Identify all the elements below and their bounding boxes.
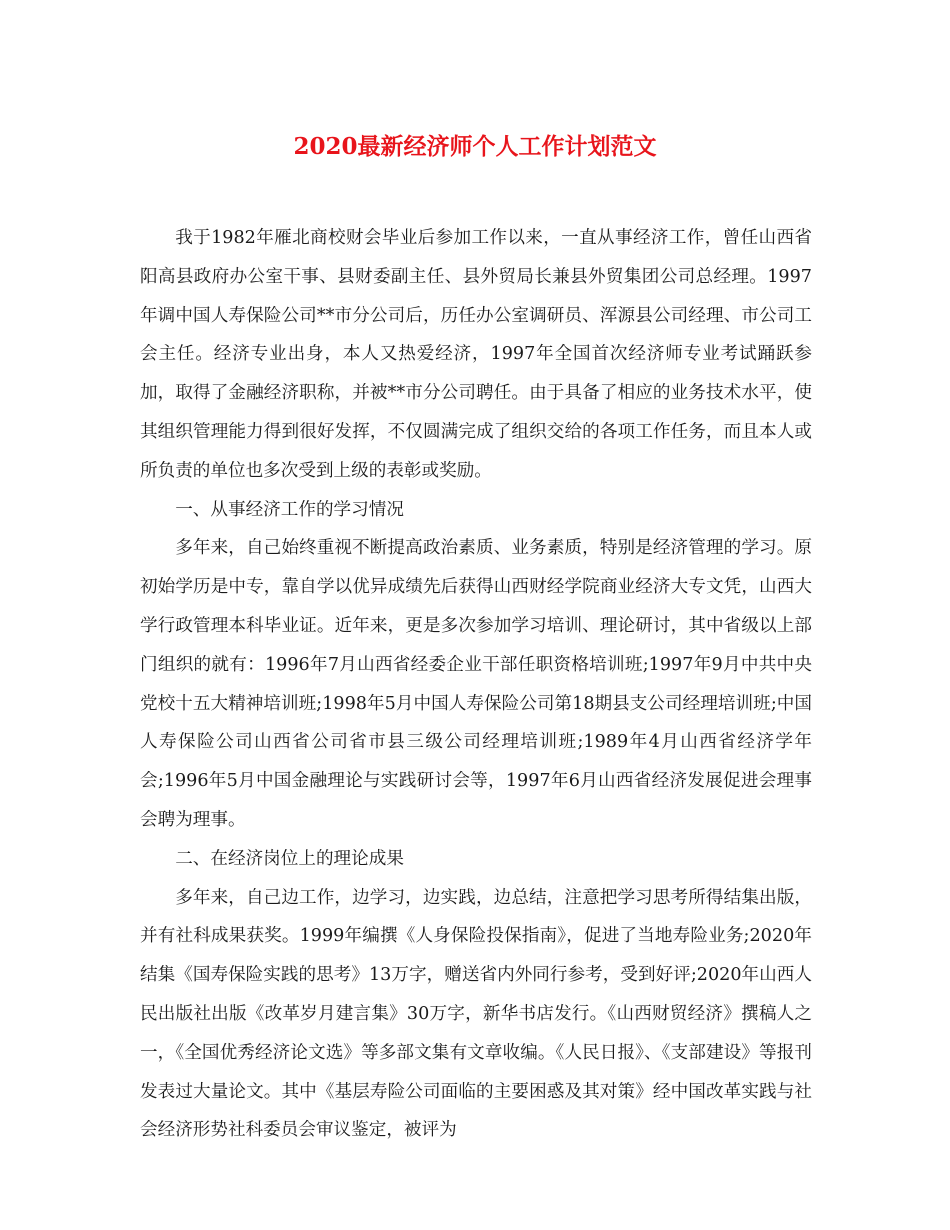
- section-heading-2: 二、在经济岗位上的理论成果: [175, 848, 404, 869]
- document-body: [140, 219, 812, 1150]
- paragraph-achievements: 多年来，自己边工作，边学习，边实践，边总结，注意把学习思考所得结集出版，并有社科成果获奖。1999年编撰《人身保险投保指南》，促进了当地寿险业务;2020年结集《国寿保险实践的思考》13万字，赠送省内外同行参考，受到好评;2020年山西人民出版社出版《改革岁月建言集》30万字，新华书店发行。《山西财贸经济》撰稿人之一，《全国优秀经济论文选》等多部文集有文章收编。《人民日报》、《支部建设》等报刊发表过大量论文。其中《基层寿险公司面临的主要困惑及其对策》经中国改革实践与社会经济形势社科委员会审议鉴定，被评为: [140, 887, 812, 1141]
- paragraph-intro: 我于1982年雁北商校财会毕业后参加工作以来，一直从事经济工作，曾任山西省阳高县政府办公室干事、县财委副主任、县外贸局长兼县外贸集团公司总经理。1997年调中国人寿保险公司**市分公司后，历任办公室调研员、浑源县公司经理、市公司工会主任。经济专业出身，本人又热爱经济，1997年全国首次经济师专业考试踊跃参加，取得了金融经济职称，并被**市分公司聘任。由于具备了相应的业务技术水平，使其组织管理能力得到很好发挥，不仅圆满完成了组织交给的各项工作任务，而且本人或所负责的单位也多次受到上级的表彰或奖励。: [140, 228, 812, 481]
- document-title: 2020最新经济师个人工作计划范文: [293, 133, 657, 160]
- paragraph-study: 多年来，自己始终重视不断提高政治素质、业务素质，特别是经济管理的学习。原初始学历是中专，靠自学以优异成绩先后获得山西财经学院商业经济大专文凭，山西大学行政管理本科毕业证。近年来，更是多次参加学习培训、理论研讨，其中省级以上部门组织的就有：1996年7月山西省经委企业干部任职资格培训班;1997年9月中共中央党校十五大精神培训班;1998年5月中国人寿保险公司第18期县支公司经理培训班;中国人寿保险公司山西省公司省市县三级公司经理培训班;1989年4月山西省经济学年会;1996年5月中国金融理论与实践研讨会等，1997年6月山西省经济发展促进会理事会聘为理事。: [140, 538, 812, 830]
- section-heading-1: 一、从事经济工作的学习情况: [175, 499, 404, 520]
